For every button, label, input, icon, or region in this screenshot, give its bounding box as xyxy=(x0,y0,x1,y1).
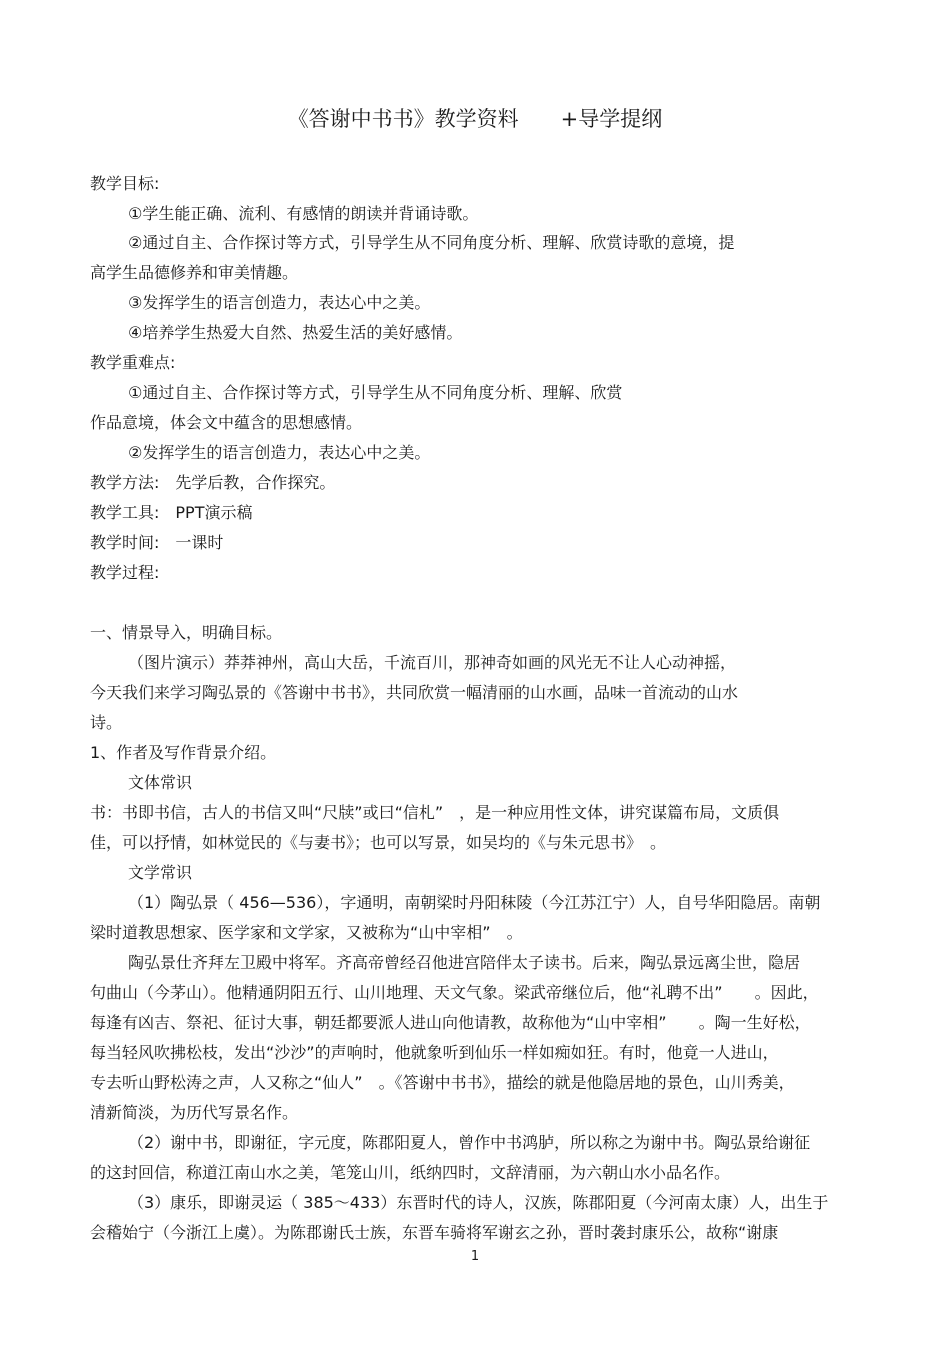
subsection-author-background: 1、作者及写作背景介绍。 xyxy=(90,743,277,762)
tao-bio-line-6: 清新简淡，为历代写景名作。 xyxy=(90,1103,299,1122)
tao-bio-line-2: 句曲山（今茅山）。他精通阴阳五行、山川地理、天文气象。梁武帝继位后，他“礼聘不出” 。因此， xyxy=(90,983,819,1002)
goal-item-3: ③发挥学生的语言创造力，表达心中之美。 xyxy=(128,293,431,312)
document-title: 《答谢中书书》教学资料 +导学提纲 xyxy=(287,107,663,131)
kangle-paragraph: （3）康乐，即谢灵运（ 385～433）东晋时代的诗人，汉族，陈郡阳夏（今河南太康）人，出生于 xyxy=(128,1193,829,1212)
xie-zhongshu-paragraph-cont: 的这封回信，称道江南山水之美，笔笼山川，纸纳四时，文辞清丽，为六朝山水小品名作。 xyxy=(90,1163,731,1182)
tao-hongjing-paragraph-cont: 梁时道教思想家、医学家和文学家，又被称为“山中宰相” 。 xyxy=(90,923,523,942)
goal-item-2: ②通过自主、合作探讨等方式，引导学生从不同角度分析、理解、欣赏诗歌的意境，提 xyxy=(128,233,735,252)
genre-paragraph-cont: 佳，可以抒情，如林觉民的《与妻书》；也可以写景，如吴均的《与朱元思书》 。 xyxy=(90,833,667,852)
tao-hongjing-paragraph: （1）陶弘景（ 456—536），字通明，南朝梁时丹阳秣陵（今江苏江宁）人，自号华阳隐居。南朝 xyxy=(128,893,821,912)
key-point-1-cont: 作品意境，体会文中蕴含的思想感情。 xyxy=(90,413,363,432)
teaching-time: 教学时间: 一课时 xyxy=(90,533,224,552)
page-number: 1 xyxy=(470,1249,480,1264)
heading-key-points: 教学重难点: xyxy=(90,353,176,372)
heading-teaching-goals: 教学目标: xyxy=(90,174,160,193)
teaching-tools: 教学工具: PPT演示稿 xyxy=(90,503,253,522)
genre-paragraph: 书：书即书信，古人的书信又叫“尺牍”或曰“信札” ，是一种应用性文体，讲究谋篇布局，文质俱 xyxy=(90,803,780,822)
goal-item-2-cont: 高学生品德修养和审美情趣。 xyxy=(90,263,299,282)
key-point-2: ②发挥学生的语言创造力，表达心中之美。 xyxy=(128,443,431,462)
xie-zhongshu-paragraph: （2）谢中书，即谢征，字元度，陈郡阳夏人，曾作中书鸿胪，所以称之为谢中书。陶弘景给谢征 xyxy=(128,1133,811,1152)
kangle-paragraph-cont: 会稽始宁（今浙江上虞）。为陈郡谢氏士族，东晋车骑将军谢玄之孙，晋时袭封康乐公，故称“谢康 xyxy=(90,1223,779,1242)
tao-bio-paragraph: 陶弘景仕齐拜左卫殿中将军。齐高帝曾经召他进宫陪伴太子读书。后来，陶弘景远离尘世，隐居 xyxy=(128,953,801,972)
intro-paragraph-end: 诗。 xyxy=(90,713,123,732)
goal-item-4: ④培养学生热爱大自然、热爱生活的美好感情。 xyxy=(128,323,463,342)
subheading-genre: 文体常识 xyxy=(128,773,193,792)
key-point-1: ①通过自主、合作探讨等方式，引导学生从不同角度分析、理解、欣赏 xyxy=(128,383,623,402)
tao-bio-line-5: 专去听山野松涛之声，人又称之“仙人” 。《答谢中书书》，描绘的就是他隐居地的景色，山川秀美， xyxy=(90,1073,795,1092)
intro-paragraph-cont: 今天我们来学习陶弘景的《答谢中书书》，共同欣赏一幅清丽的山水画，品味一首流动的山水 xyxy=(90,683,739,702)
tao-bio-line-3: 每逢有凶吉、祭祀、征讨大事，朝廷都要派人进山向他请教，故称他为“山中宰相” 。陶一生好松， xyxy=(90,1013,811,1032)
tao-bio-line-4: 每当轻风吹拂松枝，发出“沙沙”的声响时，他就象听到仙乐一样如痴如狂。有时，他竟一人进山， xyxy=(90,1043,779,1062)
section-heading-intro: 一、情景导入，明确目标。 xyxy=(90,623,283,642)
heading-teaching-process: 教学过程: xyxy=(90,563,160,582)
subheading-literature: 文学常识 xyxy=(128,863,193,882)
intro-paragraph: （图片演示）莽莽神州，高山大岳，千流百川，那神奇如画的风光无不让人心动神摇， xyxy=(128,653,737,672)
teaching-method: 教学方法: 先学后教，合作探究。 xyxy=(90,473,336,492)
goal-item-1: ①学生能正确、流利、有感情的朗读并背诵诗歌。 xyxy=(128,204,479,223)
